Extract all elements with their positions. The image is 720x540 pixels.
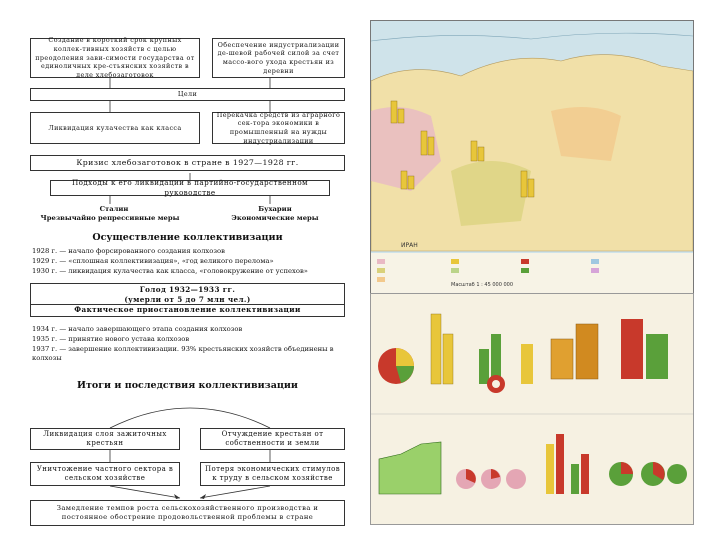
tall-bars	[546, 434, 589, 494]
ussr-collectivization-map	[370, 20, 694, 294]
goal-bottom-right: Перекачка средств из аграрного сек-тора экономики в промышленный на нужды индустриализации	[212, 112, 345, 144]
results-title: Итоги и последствия коллективизации	[77, 380, 298, 391]
pause-label: Фактическое приостановление коллективизации	[31, 304, 344, 315]
small-pies	[456, 469, 526, 489]
famine-title: Голод 1932—1933 гг.	[139, 284, 236, 294]
goal-top-left: Создание в короткий срок крупных коллек-тивных хозяйств с целью преодоления зави-симости государства от единоличных кре-стьянских хозяйств в деле хлебозаготовок	[30, 38, 200, 78]
bar-group-2	[479, 334, 533, 384]
stalin-measures: Чрезвычайно репрессивные меры	[40, 214, 180, 222]
approaches-box: Подходы к его ликвидации в партийно-государственном руководстве	[50, 180, 330, 196]
result-incentives: Потеря экономических стимулов к труду в сельском хозяйстве	[200, 462, 345, 486]
goal-bottom-left: Ликвидация кулачества как класса	[30, 112, 200, 144]
map-label-iran: ИРАН	[401, 242, 418, 249]
timeline-2-item: 1935 г. — принятие нового устава колхозов	[32, 335, 190, 343]
area-chart	[379, 442, 441, 494]
timeline-2-item: 1937 г. — завершение коллективизации. 93% крестьянских хозяйств объединены в колхозы	[32, 345, 334, 362]
statistics-graphic	[371, 294, 693, 524]
goals-label: Цели	[30, 88, 345, 101]
map-graphic	[371, 21, 693, 293]
timeline-1-item: 1930 г. — ликвидация кулачества как класса, «головокружение от успехов»	[32, 267, 308, 275]
map-scale: Масштаб 1 : 45 000 000	[451, 282, 514, 288]
timeline-1-item: 1929 г. — «сплошная коллективизация», «год великого перелома»	[32, 257, 274, 265]
bukharin-label: Бухарин	[258, 205, 292, 213]
crisis-box: Кризис хлебозаготовок в стране в 1927—1928 гг.	[30, 155, 345, 171]
result-private-sector: Уничтожение частного сектора в сельском хозяйстве	[30, 462, 180, 486]
famine-deaths: (умерли от 5 до 7 млн чел.)	[124, 294, 251, 304]
timeline-1-item: 1928 г. — начало форсированного создания колхозов	[32, 247, 225, 255]
result-wealthy-liquidation: Ликвидация слоя зажиточных крестьян	[30, 428, 180, 450]
result-alienation: Отчуждение крестьян от собственности и земли	[200, 428, 345, 450]
result-final: Замедление темпов роста сельскохозяйственного производства и постоянное обострение продовольственной проблемы в стране	[30, 500, 345, 526]
famine-box	[30, 283, 345, 317]
goal-top-right: Обеспечение индустриализации де-шевой рабочей силой за счет массо-вого ухода крестьян из деревни	[212, 38, 345, 78]
implementation-title: Осуществление коллективизации	[92, 232, 283, 243]
green-pies	[609, 462, 687, 486]
bar-group-1	[431, 314, 453, 384]
pie-chart	[378, 348, 414, 384]
bar-group-3	[551, 324, 598, 379]
statistics-panel	[370, 293, 694, 525]
stalin-label: Сталин	[99, 205, 129, 213]
bar-group-4	[621, 319, 668, 379]
bukharin-measures: Экономические меры	[231, 214, 319, 222]
timeline-2-item: 1934 г. — начало завершающего этапа создания колхозов	[32, 325, 243, 333]
